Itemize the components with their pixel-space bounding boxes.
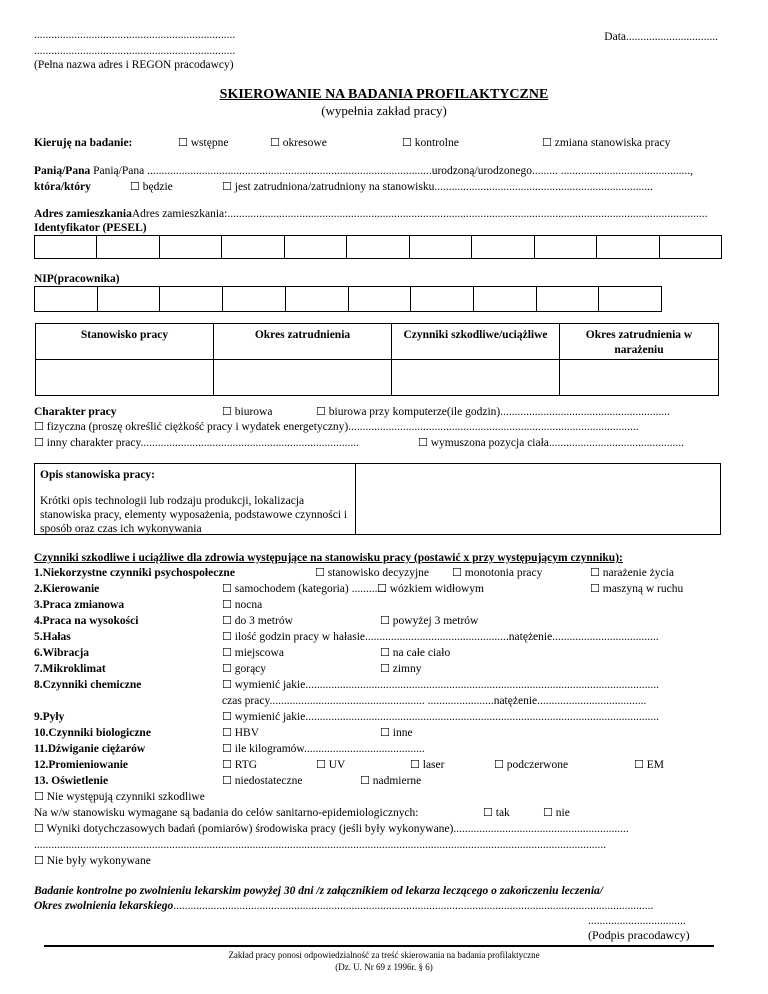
checkbox-icon[interactable] xyxy=(543,807,553,819)
checkbox-icon[interactable] xyxy=(222,583,232,595)
f12-rtg[interactable]: ☐ RTG xyxy=(222,758,257,773)
factor-8-label: 8.Czynniki chemiczne xyxy=(34,679,142,691)
epid-no[interactable]: ☐ nie xyxy=(543,806,570,821)
control-exam-note: Badanie kontrolne po zwolnieniu lekarskim powyżej 30 dni /z załącznikiem od lekarza leczącego o zakończeniu leczenia/ xyxy=(34,885,603,897)
signature-field[interactable]: .................................. xyxy=(588,915,686,927)
checkbox-icon[interactable] xyxy=(410,759,420,771)
checkbox-icon[interactable] xyxy=(542,137,552,149)
cell-period[interactable] xyxy=(214,360,392,396)
checkbox-icon[interactable] xyxy=(222,743,232,755)
checkbox-icon[interactable] xyxy=(270,137,280,149)
employer-line-2[interactable]: ...................................................................... xyxy=(34,45,236,57)
f1-monotony[interactable]: ☐ monotonia pracy xyxy=(452,566,542,581)
option-other[interactable]: ☐ inny charakter pracy............................................................................ xyxy=(34,436,359,451)
header-exposure-period: Okres zatrudnienia w narażeniu xyxy=(560,324,719,360)
factor-13-label: 13. Oświetlenie xyxy=(34,775,109,787)
checkbox-icon[interactable] xyxy=(222,711,232,723)
checkbox-icon[interactable] xyxy=(316,759,326,771)
f10-hbv[interactable]: ☐ HBV xyxy=(222,726,259,741)
checkbox-icon[interactable] xyxy=(34,855,44,867)
checkbox-icon[interactable] xyxy=(634,759,644,771)
option-computer[interactable]: ☐ biurowa przy komputerze(ile godzin)........................................................... xyxy=(316,405,670,420)
referral-option-periodic[interactable]: ☐ okresowe xyxy=(270,136,327,151)
job-description-input[interactable] xyxy=(356,464,720,534)
f12-infrared[interactable]: ☐ podczerwone xyxy=(494,758,568,773)
footer-line-2: (Dz. U. Nr 69 z 1996r. § 6) xyxy=(335,962,433,972)
f2-car[interactable]: ☐ samochodem (kategoria) ............ xyxy=(222,582,386,597)
page-title: SKIEROWANIE NA BADANIA PROFILAKTYCZNE xyxy=(219,87,549,102)
checkbox-icon[interactable] xyxy=(222,727,232,739)
job-description-label: Opis stanowiska pracy: xyxy=(40,469,156,481)
option-office[interactable]: ☐ biurowa xyxy=(222,405,272,420)
referral-option-change[interactable]: ☐ zmiana stanowiska pracy xyxy=(542,136,670,151)
checkbox-icon[interactable] xyxy=(315,567,325,579)
footer-divider xyxy=(44,945,714,947)
factors-heading: Czynniki szkodliwe i uciążliwe dla zdrowia występujące na stanowisku pracy (postawić x przy występującym czynniku): xyxy=(34,552,623,564)
cell-factors[interactable] xyxy=(392,360,560,396)
f13-insufficient[interactable]: ☐ niedostateczne xyxy=(222,774,302,789)
option-physical[interactable]: ☐ fizyczna (proszę określić ciężkość pracy i wydatek energetyczny)..................................................................................................... xyxy=(34,420,720,435)
factor-10-label: 10.Czynniki biologiczne xyxy=(34,727,151,739)
f13-excessive[interactable]: ☐ nadmierne xyxy=(360,774,421,789)
checkbox-icon[interactable] xyxy=(222,406,232,418)
checkbox-icon[interactable] xyxy=(34,823,44,835)
header-factors: Czynniki szkodliwe/uciążliwe xyxy=(392,324,560,360)
checkbox-icon[interactable] xyxy=(402,137,412,149)
f7-hot[interactable]: ☐ gorący xyxy=(222,662,266,677)
checkbox-icon[interactable] xyxy=(418,437,428,449)
checkbox-icon[interactable] xyxy=(222,775,232,787)
checkbox-icon[interactable] xyxy=(34,791,44,803)
checkbox-icon[interactable] xyxy=(222,647,232,659)
checkbox-icon[interactable] xyxy=(360,775,370,787)
employer-line-1[interactable]: ...................................................................... xyxy=(34,29,236,41)
checkbox-icon[interactable] xyxy=(377,583,387,595)
job-description-hint: Krótki opis technologii lub rodzaju produkcji, lokalizacja stanowiska pracy, elementy wyposażenia, podstawowe czynności i sposób oraz czas ich wykonywania xyxy=(40,495,348,535)
factor-1-label: 1.Niekorzystne czynniki psychospołeczne xyxy=(34,567,235,579)
checkbox-icon[interactable] xyxy=(452,567,462,579)
checkbox-icon[interactable] xyxy=(222,599,232,611)
person-name-line[interactable]: Panią/Pana Panią/Pana ...................................................................................................urodzoną/urodzonego......... ............................................., xyxy=(34,165,693,177)
f6-local[interactable]: ☐ miejscowa xyxy=(222,646,284,661)
option-will-be[interactable]: ☐ będzie xyxy=(130,180,173,195)
checkbox-icon[interactable] xyxy=(380,615,390,627)
checkbox-icon[interactable] xyxy=(483,807,493,819)
referral-option-initial[interactable]: ☐ wstępne xyxy=(178,136,228,151)
factor-4-label: 4.Praca na wysokości xyxy=(34,615,139,627)
factor-5-label: 5.Hałas xyxy=(34,631,71,643)
referral-label: Kieruję na badanie: xyxy=(34,137,133,149)
f1-life-risk[interactable]: ☐ narażenie życia xyxy=(590,566,674,581)
checkbox-icon[interactable] xyxy=(222,679,232,691)
checkbox-icon[interactable] xyxy=(222,759,232,771)
checkbox-icon[interactable] xyxy=(222,181,232,193)
checkbox-icon[interactable] xyxy=(34,421,44,433)
no-harmful-factors[interactable]: ☐ Nie występują czynniki szkodliwe xyxy=(34,790,205,805)
factor-12-label: 12.Promieniowanie xyxy=(34,759,129,771)
f7-cold[interactable]: ☐ zimny xyxy=(380,662,422,677)
pesel-input-grid[interactable] xyxy=(34,235,722,259)
checkbox-icon[interactable] xyxy=(34,437,44,449)
checkbox-icon[interactable] xyxy=(380,727,390,739)
f3-night[interactable]: ☐ nocna xyxy=(222,598,262,613)
who-label: która/który xyxy=(34,181,91,193)
header-period: Okres zatrudnienia xyxy=(214,324,392,360)
epidemiological-question: Na w/w stanowisku wymagane są badania do celów sanitarno-epidemiologicznych: xyxy=(34,807,419,819)
f9-dust-list[interactable]: ☐ wymienić jakie........................................................................................................................... xyxy=(222,710,720,725)
pesel-label: Identyfikator (PESEL) xyxy=(34,222,147,234)
f2-moving-machine[interactable]: ☐ maszyną w ruchu xyxy=(590,582,683,597)
option-employed[interactable]: ☐ jest zatrudniona/zatrudniony na stanowisku............................................................................ xyxy=(222,180,653,195)
checkbox-icon[interactable] xyxy=(590,583,600,595)
f10-other[interactable]: ☐ inne xyxy=(380,726,413,741)
checkbox-icon[interactable] xyxy=(380,647,390,659)
work-character-label: Charakter pracy xyxy=(34,406,117,418)
f4-up-to-3m[interactable]: ☐ do 3 metrów xyxy=(222,614,293,629)
checkbox-icon[interactable] xyxy=(222,663,232,675)
cell-position[interactable] xyxy=(36,360,214,396)
checkbox-icon[interactable] xyxy=(222,631,232,643)
signature-caption: (Podpis pracodawcy) xyxy=(588,928,690,942)
address-field[interactable]: Adres zamieszkaniaAdres zamieszkania:....................................................................................................................................................................... xyxy=(34,208,708,220)
not-performed[interactable]: ☐ Nie były wykonywane xyxy=(34,854,151,869)
factor-11-label: 11.Dźwiganie ciężarów xyxy=(34,743,146,755)
checkbox-icon[interactable] xyxy=(178,137,188,149)
job-table xyxy=(35,323,719,396)
factor-9-label: 9.Pyły xyxy=(34,711,65,723)
job-description-box xyxy=(34,463,721,535)
checkbox-icon[interactable] xyxy=(222,615,232,627)
cell-exposure-period[interactable] xyxy=(560,360,719,396)
nip-input-grid[interactable] xyxy=(34,286,662,312)
previous-results[interactable]: ☐ Wyniki dotychczasowych badań (pomiarów) środowiska pracy (jeśli były wykonywane)............................................................. xyxy=(34,822,720,837)
factor-6-label: 6.Wibracja xyxy=(34,647,90,659)
footer-line-1: Zakład pracy ponosi odpowiedzialność za treść skierowania na badania profilaktyczne xyxy=(228,950,540,960)
f5-noise-hours[interactable]: ☐ ilość godzin pracy w hałasie..................................................natężenie..................................... xyxy=(222,630,659,645)
f4-above-3m[interactable]: ☐ powyżej 3 metrów xyxy=(380,614,478,629)
checkbox-icon[interactable] xyxy=(316,406,326,418)
factor-7-label: 7.Mikroklimat xyxy=(34,663,106,675)
employer-caption: (Pełna nazwa adres i REGON pracodawcy) xyxy=(34,59,234,71)
option-forced-position[interactable]: ☐ wymuszona pozycja ciała............................................... xyxy=(418,436,684,451)
header-position: Stanowisko pracy xyxy=(36,324,214,360)
f8-chemicals-time[interactable]: czas pracy...................................................... .......................natężenie...................................... xyxy=(222,695,647,707)
referral-option-control[interactable]: ☐ kontrolne xyxy=(402,136,459,151)
checkbox-icon[interactable] xyxy=(380,663,390,675)
checkbox-icon[interactable] xyxy=(494,759,504,771)
checkbox-icon[interactable] xyxy=(130,181,140,193)
f8-chemicals-list[interactable]: ☐ wymienić jakie........................................................................................................................... xyxy=(222,678,720,693)
sick-leave-period[interactable]: Okres zwolnienia lekarskiego....................................................................................................................................................................... xyxy=(34,900,654,912)
f12-uv[interactable]: ☐ UV xyxy=(316,758,345,773)
f6-whole-body[interactable]: ☐ na całe ciało xyxy=(380,646,450,661)
checkbox-icon[interactable] xyxy=(590,567,600,579)
epid-yes[interactable]: ☐ tak xyxy=(483,806,510,821)
results-dots-line[interactable]: ....................................................................................................................................................................................................... xyxy=(34,839,607,851)
factor-2-label: 2.Kierowanie xyxy=(34,583,100,595)
f12-laser[interactable]: ☐ laser xyxy=(410,758,444,773)
date-field[interactable]: Data................................ xyxy=(604,31,718,43)
f11-weight[interactable]: ☐ ile kilogramów.......................................... xyxy=(222,742,425,757)
page-subtitle: (wypełnia zakład pracy) xyxy=(321,103,447,118)
nip-label: NIP(pracownika) xyxy=(34,273,120,285)
f1-decision-post[interactable]: ☐ stanowisko decyzyjne xyxy=(315,566,429,581)
factor-3-label: 3.Praca zmianowa xyxy=(34,599,125,611)
f2-forklift[interactable]: ☐ wózkiem widłowym xyxy=(377,582,484,597)
f12-em[interactable]: ☐ EM xyxy=(634,758,664,773)
